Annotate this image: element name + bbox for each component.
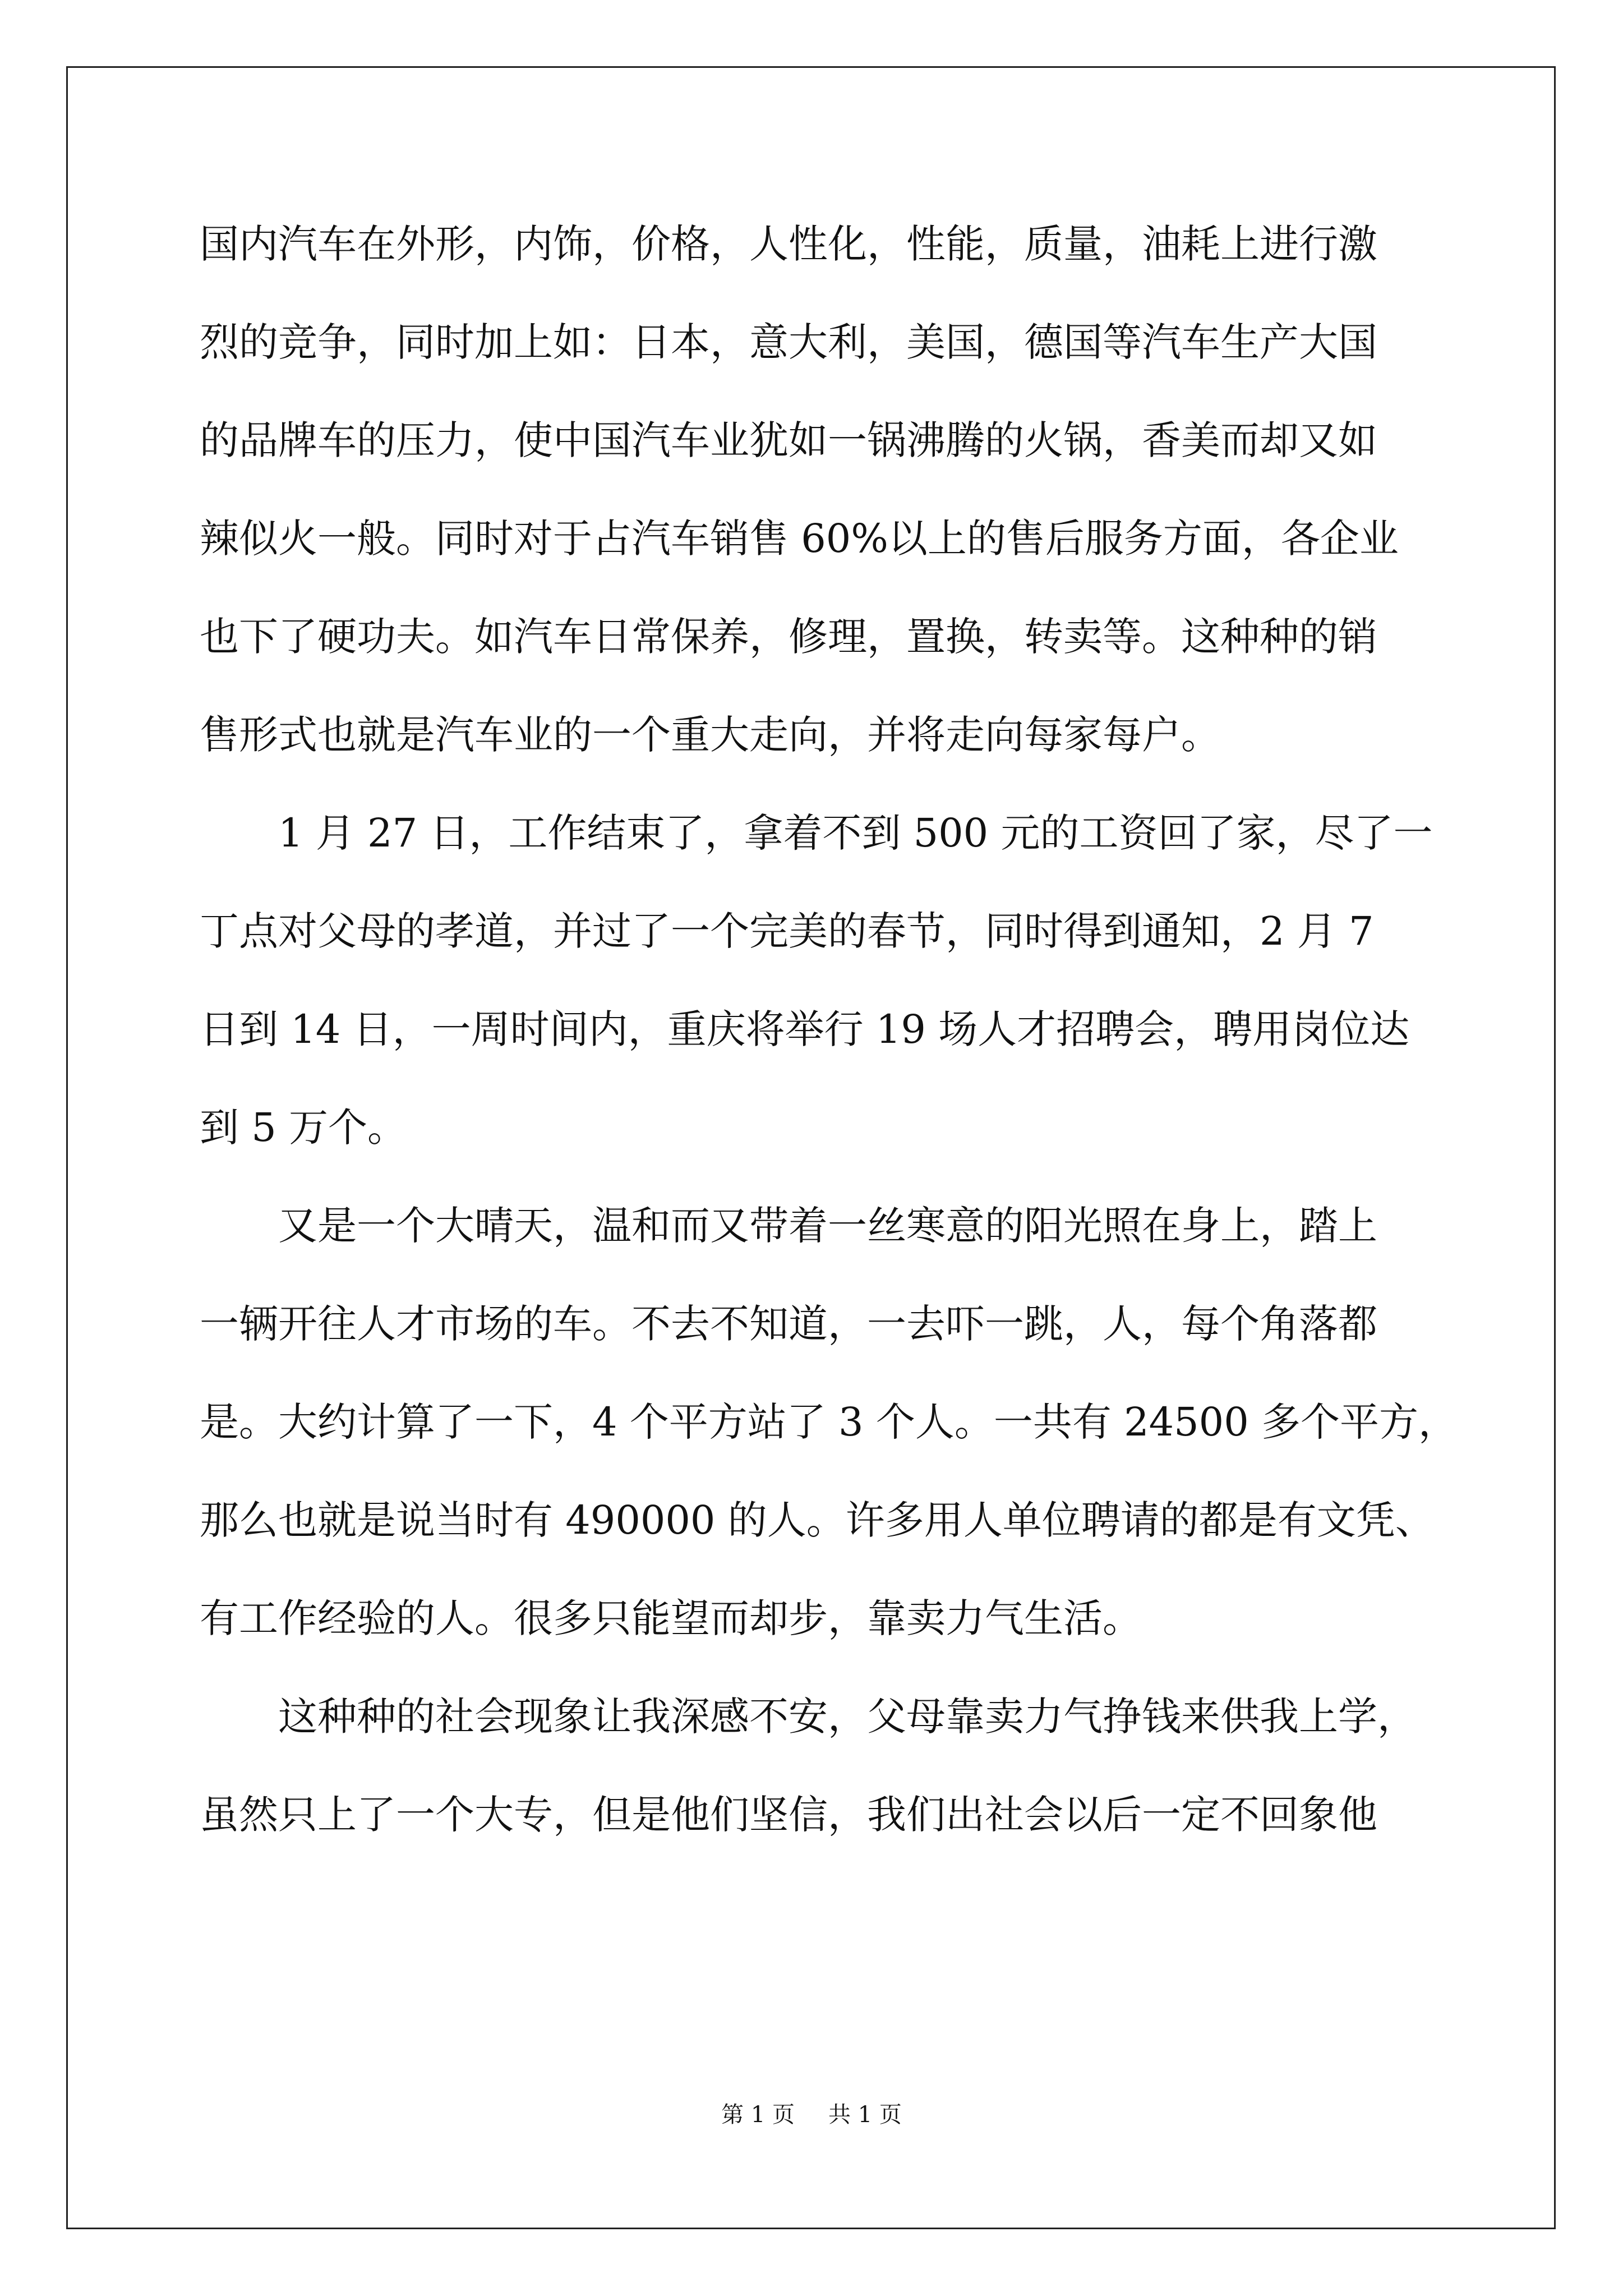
text-line: 日到 14 日，一周时间内，重庆将举行 19 场人才招聘会，聘用岗位达 [200,1006,1410,1052]
text-line: 售形式也就是汽车业的一个重大走向，并将走向每家每户。 [200,712,1220,758]
text-line: 也下了硬功夫。如汽车日常保养，修理，置换，转卖等。这种种的销 [200,614,1377,660]
page-number: 第 1 页 [721,2102,795,2128]
text-line: 一辆开往人才市场的车。不去不知道，一去吓一跳，人，每个角落都 [200,1301,1377,1347]
text-line: 到 5 万个。 [200,1105,407,1151]
page-total: 共 1 页 [828,2102,902,2128]
paragraph-first-line: 1 月 27 日，工作结束了，拿着不到 500 元的工资回了家，尽了一 [278,810,1433,856]
text-line: 辣似火一般。同时对于占汽车销售 60%以上的售后服务方面，各企业 [200,516,1399,562]
text-line: 那么也就是说当时有 490000 的人。许多用人单位聘请的都是有文凭、 [200,1497,1435,1543]
text-line: 烈的竞争，同时加上如：日本，意大利，美国，德国等汽车生产大国 [200,319,1377,365]
text-line: 国内汽车在外形，内饰，价格，人性化，性能，质量，油耗上进行激 [200,221,1377,267]
paragraph-first-line: 这种种的社会现象让我深感不安，父母靠卖力气挣钱来供我上学， [278,1694,1417,1740]
text-line: 是。大约计算了一下，4 个平方站了 3 个人。一共有 24500 多个平方， [200,1399,1458,1445]
text-line: 丁点对父母的孝道，并过了一个完美的春节，同时得到通知，2 月 7 [200,908,1374,954]
document-body [200,216,1458,1885]
page-footer [0,2101,1623,2129]
text-line: 虽然只上了一个大专，但是他们坚信，我们出社会以后一定不回象他 [200,1792,1377,1838]
text-line: 的品牌车的压力，使中国汽车业犹如一锅沸腾的火锅，香美而却又如 [200,417,1377,463]
paragraph-first-line: 又是一个大晴天，温和而又带着一丝寒意的阳光照在身上，踏上 [278,1203,1377,1249]
text-line: 有工作经验的人。很多只能望而却步，靠卖力气生活。 [200,1595,1142,1641]
